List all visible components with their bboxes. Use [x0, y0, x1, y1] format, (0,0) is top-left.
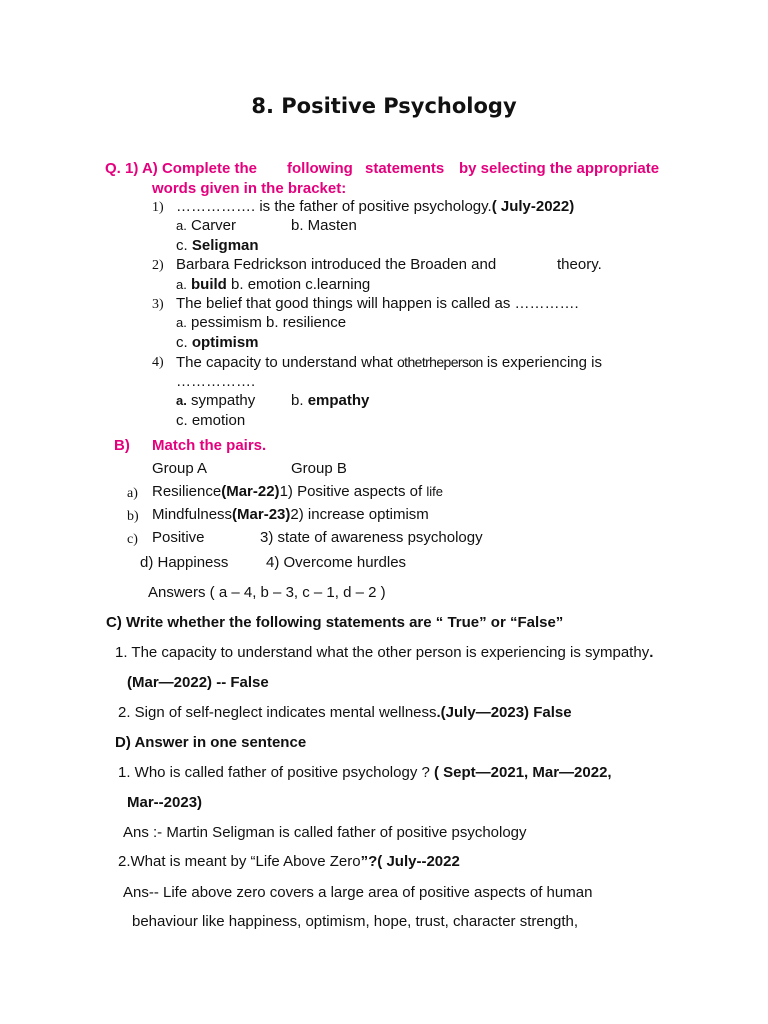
pair-term: Resilience [152, 483, 222, 500]
options-row [176, 276, 370, 294]
answer-d1: Ans :- Martin Seligman is called father of positive psychology [123, 824, 527, 841]
option-text-answer: optimism [191, 334, 259, 351]
section-b-heading: Match the pairs. [152, 437, 267, 454]
option-text-answer: build [191, 276, 227, 293]
exam-tag: ”?( July--2022 [360, 853, 460, 870]
pair-match: 2) increase optimism [290, 506, 429, 523]
pair-match: 4) Overcome hurdles [266, 554, 407, 571]
question-4-text-part2: is experiencing is [486, 354, 602, 371]
section-d-heading: D) Answer in one sentence [115, 734, 307, 751]
pair-row [152, 483, 443, 501]
option-letter: a. [176, 277, 187, 292]
overlapping-text: othetrheperson [396, 354, 483, 370]
option-text: sympathy [191, 392, 256, 409]
question-number: 4) [152, 355, 164, 370]
pair-match: 3) state of awareness psychology [260, 529, 483, 546]
option-text-answer: empathy [307, 392, 370, 409]
option-letter: a. [176, 393, 187, 408]
question-d2 [118, 853, 460, 871]
pair-row [152, 506, 429, 524]
statement-2 [118, 704, 572, 722]
question-4-text-line2: ……………. [176, 373, 256, 390]
group-a-header: Group A [152, 460, 208, 477]
option-letter: b. [291, 392, 304, 409]
statement-2-text: 2. Sign of self-neglect indicates mental wellness [118, 704, 437, 721]
question-4-text-part1: The capacity to understand what [176, 354, 393, 371]
question-number: 2) [152, 258, 164, 273]
pair-letter: c) [127, 532, 138, 547]
question-d1 [118, 764, 612, 782]
question-2-text-end: theory. [557, 256, 602, 273]
statement-1-dot: . [649, 644, 654, 661]
question-text [176, 198, 574, 216]
section-a-heading-part4: by selecting the appropriate [459, 160, 660, 177]
exam-tag: ( July-2022) [491, 198, 575, 215]
answer-d2-line1: Ans-- Life above zero covers a large area of positive aspects of human [123, 884, 593, 901]
pair-term: Positive [152, 529, 205, 546]
pair-term: Mindfulness [152, 506, 233, 523]
answer-d2-line2: behaviour like happiness, optimism, hope, trust, character strength, [132, 913, 579, 930]
option-text: Carver [191, 217, 237, 234]
question-d2-text: 2.What is meant by “Life Above Zero [118, 853, 361, 870]
statement-1-text: 1. The capacity to understand what the other person is experiencing is sympathy [115, 644, 650, 661]
question-2-text: Barbara Fedrickson introduced the Broaden and [176, 256, 497, 273]
pair-letter: a) [127, 486, 138, 501]
option-text: pessimism b. resilience [191, 314, 347, 331]
option-text-answer: Seligman [191, 237, 259, 254]
option-letter: a. [176, 218, 187, 233]
section-a-heading-part2: following [287, 160, 353, 177]
pair-match: 1) Positive aspects of [279, 483, 423, 500]
pair-match-small: life [426, 484, 443, 499]
option-a [176, 217, 236, 235]
option-b: b. Masten [291, 217, 357, 234]
options-row [176, 314, 346, 332]
pair-letter: b) [127, 509, 139, 524]
statement-1-answer: (Mar—2022) -- False [127, 674, 269, 691]
group-b-header: Group B [291, 460, 347, 477]
section-a-heading-part1: Q. 1) A) Complete the [105, 160, 257, 177]
page-title: 8. Positive Psychology [251, 94, 517, 118]
question-4-text [176, 353, 602, 372]
option-letter: c. [176, 334, 188, 351]
section-a-heading-line2: words given in the bracket: [152, 180, 347, 197]
question-number: 3) [152, 297, 164, 312]
section-b-label: B) [114, 437, 130, 454]
exam-tag: ( Sept—2021, Mar—2022, [429, 764, 612, 781]
option-letter: c. [176, 237, 188, 254]
option-letter: a. [176, 315, 187, 330]
option-a [176, 392, 255, 410]
match-answers: Answers ( a – 4, b – 3, c – 1, d – 2 ) [148, 584, 386, 601]
statement-1 [115, 644, 653, 662]
exam-tag: (Mar-23) [232, 506, 291, 523]
question-number: 1) [152, 200, 164, 215]
section-c-heading: C) Write whether the following statements are “ True” or “False” [106, 614, 564, 631]
pair-term: d) Happiness [140, 554, 229, 571]
exam-tag-cont: Mar--2023) [127, 794, 203, 811]
option-text: b. emotion c.learning [231, 276, 371, 293]
section-a-heading-part3: statements [365, 160, 445, 177]
question-1-text: ……………. is the father of positive psychology. [176, 198, 492, 215]
question-d1-text: 1. Who is called father of positive psychology ? [118, 764, 430, 781]
option-c [176, 237, 259, 255]
option-c [176, 334, 259, 352]
option-c: c. emotion [176, 412, 246, 429]
question-3-text: The belief that good things will happen is called as …………. [176, 295, 579, 312]
statement-2-answer: .(July—2023) False [436, 704, 572, 721]
exam-tag: (Mar-22) [221, 483, 280, 500]
option-b [291, 392, 369, 410]
